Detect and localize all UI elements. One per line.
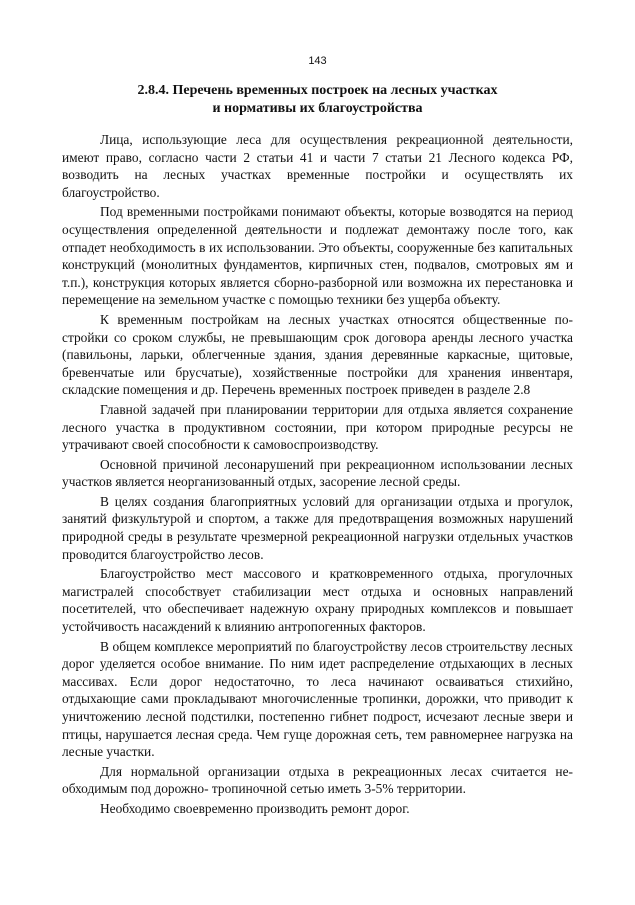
paragraph-10: Необходимо своевременно производить ремонт дорог. xyxy=(100,800,410,816)
paragraph-4: Главной задачей при планировании территории для отдыха является сохранение лесного участка в продуктивном состоянии, при котором природные ресурсы не утрачивают своей способности к самовоспроизводству. xyxy=(62,401,573,453)
paragraph-5: Основной причиной лесонарушений при рекреационном использовании лесных участков является неорганизованный отдых, засорение лесной среды. xyxy=(62,456,573,490)
paragraph-2: Под временными постройками понимают объекты, которые возводятся на период осуществления определенной деятельности и подлежат демонтажу после того, как отпадет необходимость в их использовании. Это объекты, сооруженные без капитальных конструкций (монолитных фундаментов, кирпичных стен, подвалов, смотровых ям и т.п.), конструкция которых является сборно-разборной или возможна их перестановка и перемещение на земельном участке с помощью техники без ущерба объекту. xyxy=(62,204,573,308)
paragraph-3: К временным постройкам на лесных участках относятся общественные постройки со сроком службы, не превышающим срок договора аренды лесного участка (павильоны, ларьки, облегченные здания, здания деревянные каркасные, щитовые, бревенчатые или брусчатые), хозяйственные постройки для хранения инвентаря, складские помещения и др. Перечень временных построек приведен в разделе 2.8 xyxy=(62,311,573,398)
section-heading-line-2: и нормативы их благоустройства xyxy=(212,101,423,116)
paragraph-1: Лица, использующие леса для осуществления рекреационной деятельности, имеют право, согласно части 2 статьи 41 и части 7 статьи 21 Лесного кодекса РФ, возводить на лесных участках временные постройки и осуществлять их благоустройство. xyxy=(62,132,573,200)
section-heading xyxy=(62,82,573,118)
paragraph-7: Благоустройство мест массового и кратковременного отдыха, прогулочных магистралей способствует стабилизации мест отдыха и основных направлений посетителей, что обеспечивает надежную охрану природных комплексов и повышает устойчивость насаждений к влиянию антропогенных факторов. xyxy=(62,566,573,635)
section-heading-line-1: 2.8.4. Перечень временных построек на лесных участках xyxy=(137,83,498,98)
document-body xyxy=(62,131,573,820)
paragraph-6: В целях создания благоприятных условий для организации отдыха и прогулок, занятий физкультурой и спортом, а также для предотвращения возможных нарушений природной среды в результате чрезмерной рекреационной нагрузки отдельных участков проводится благоустройство лесов. xyxy=(62,493,573,562)
paragraph-9: Для нормальной организации отдыха в рекреационных лесах считается необходимым под дорожно- тропиночной сетью иметь 3-5% территории. xyxy=(62,763,573,797)
page-number: 143 xyxy=(308,55,327,67)
paragraph-8: В общем комплексе мероприятий по благоустройству лесов строительству лесных дорог уделяется особое внимание. По ним идет распределение отдыхающих в лесных массивах. Если дорог недостаточно, то леса начинают осваиваться стихийно, отдыхающие сами прокладывают многочисленные тропинки, дорожки, что приводит к уничтожению лесной подстилки, постепенно гибнет подрост, исчезают лесные звери и птицы, нарушается лесная среда. Чем гуще дорожная сеть, тем равномернее нагрузка на лесные участки. xyxy=(62,638,573,760)
